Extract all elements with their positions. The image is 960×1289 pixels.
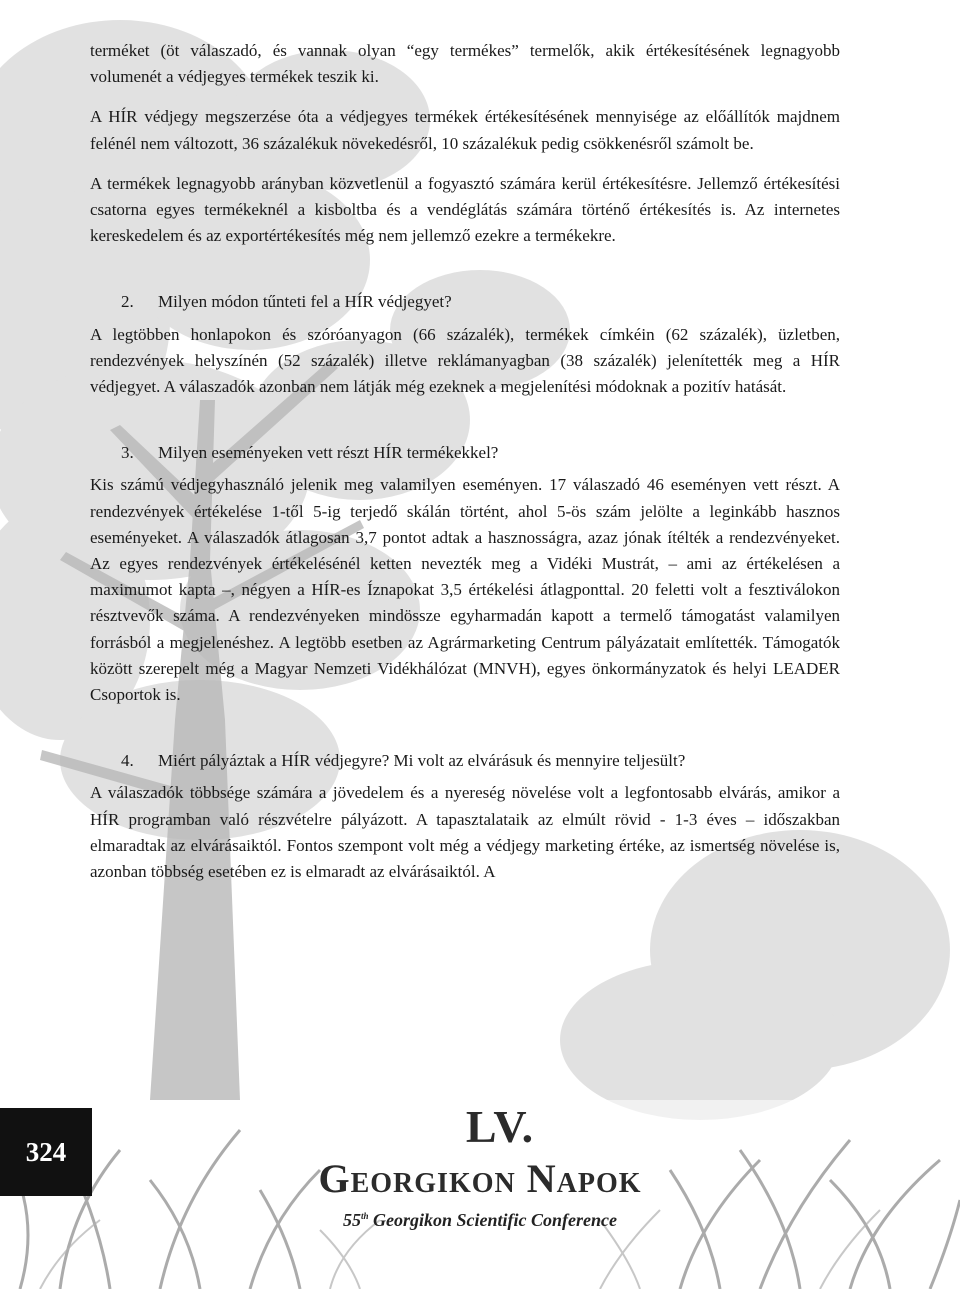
section-heading-4 (90, 748, 840, 774)
conference-subtitle-text: Georgikon Scientific Conference (368, 1210, 617, 1230)
paragraph-sales-volume: A HÍR védjegy megszerzése óta a védjegyes termékek értékesítésének mennyisége az előállítók majdnem felénél nem változott, 36 százalékuk növekedésről, 10 százalékuk pedig csökkenésről számolt be. (90, 107, 840, 153)
section-number: 4. (121, 751, 134, 771)
section-title: Milyen eseményeken vett részt HÍR termékekkel? (158, 443, 499, 463)
page-number-badge: 324 (0, 1108, 92, 1196)
paragraph-continuation: terméket (öt válaszadó, és vannak olyan “egy termékes” termelők, akik értékesítésének legnagyobb volumenét a védjegyes termékek teszik ki. (90, 41, 840, 87)
paragraph-trademark-display: A legtöbben honlapokon és szóróanyagon (66 százalék), termékek címkéin (62 százalék), üzletben, rendezvények helyszínén (52 százalék) illetve reklámanyagban (38 százalék) jelenítették meg a HÍR védjegyet. A válaszadók azonban nem látják még ezeknek a megjelenítési módoknak a pozitív hatását. (90, 324, 840, 397)
section-heading-2 (90, 289, 840, 315)
section-title: Milyen módon tűnteti fel a HÍR védjegyet? (158, 292, 452, 312)
conference-name: Georgikon Napok (318, 1156, 642, 1201)
paragraph-sales-channels: A termékek legnagyobb arányban közvetlenül a fogyasztó számára kerül értékesítésre. Jellemző értékesítési csatorna egyes termékeknél a kisboltba és a vendéglátás számára történő értékesítés is. Az internetes kereskedelem és az exportértékesítés még nem jellemző ezekre a termékekre. (90, 173, 840, 246)
paragraph-events: Kis számú védjegyhasználó jelenik meg valamilyen eseményen. 17 válaszadó 46 eseményen vett részt. A rendezvények értékelése 1-től 5-ig terjedő skálán történt, ahol 5-ös szám jelölte a leginkább hasznos eseményeket. A válaszadók átlagosan 3,7 pontot adtak a hasznosságra, azaz jónak ítélték a rendezvényeket. Az egyes rendezvények értékelésénél ketten nevezték meg a Vidéki Mustrát, – ami az értékelésen a maximumot kapta –, négyen a HÍR-es Íznapokat 3,5 értékelési átlagponttal. 20 feletti volt a fesztiválokon résztvevők száma. A rendezvényeken mindössze egyharmadán kapott a termelő támogatást valamilyen forrásból a megjelenéshez. A legtöbb esetben az Agrármarketing Centrum pályázatait említették. Támogatók között szerepelt még a Magyar Nemzeti Vidékhálózat (MNVH), egyes önkormányzatok és helyi LEADER Csoportok is. (90, 475, 840, 705)
section-number: 3. (121, 443, 134, 463)
conference-number: 55 (343, 1210, 361, 1230)
section-title: Miért pályáztak a HÍR védjegyre? Mi volt az elvárásuk és mennyire teljesült? (158, 751, 686, 771)
conference-subtitle (300, 1210, 660, 1231)
article-body (90, 38, 840, 885)
ordinal-suffix: th (361, 1211, 369, 1221)
section-number: 2. (121, 292, 134, 312)
section-heading-3 (90, 440, 840, 466)
paragraph-expectations: A válaszadók többsége számára a jövedelem és a nyereség növelése volt a legfontosabb elvárás, amikor a HÍR programban való részvételre pályázott. A tapasztalataik az elmúlt rövid - 1-3 éves – időszakban elmaradtak az elvárásaiktól. Fontos szempont volt még a védjegy marketing értéke, az ismertség növelése is, azonban többség esetében ez is elmaradt az elvárásaiktól. A (90, 783, 840, 882)
conference-edition: LV. (465, 1101, 535, 1152)
